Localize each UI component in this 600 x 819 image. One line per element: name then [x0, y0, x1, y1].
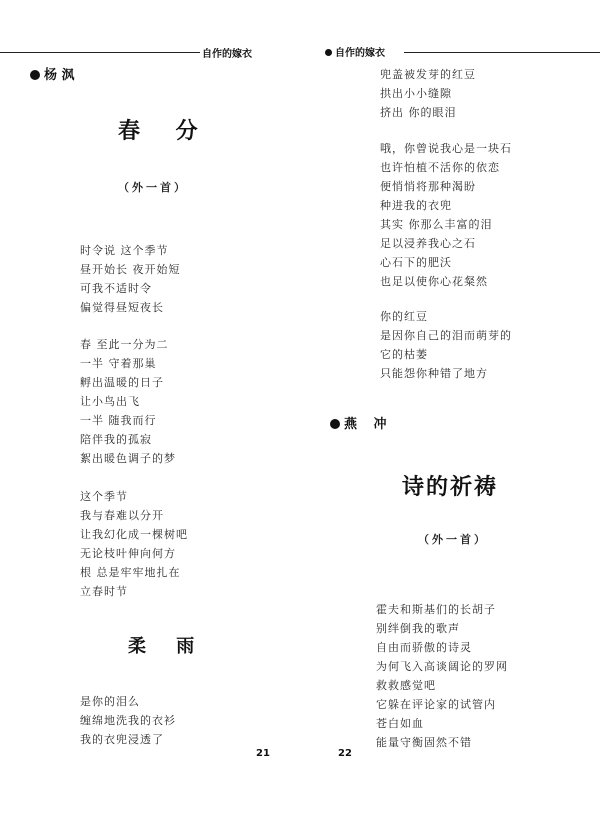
poem-line: 时令说 这个季节 [80, 244, 169, 257]
poem-line: 是因你自己的泪而萌芽的 [380, 329, 512, 342]
header-title-right-text: 自作的嫁衣 [335, 48, 385, 59]
poem-line: 可我不适时令 [80, 282, 152, 295]
left-poem-subtitle: （外一首） [118, 181, 188, 194]
poem-line: 兜盖被发芽的红豆 [380, 68, 476, 81]
poem-line: 这个季节 [80, 490, 128, 503]
poem-line: 心石下的肥沃 [380, 256, 452, 269]
poem-line: 偏觉得昼短夜长 [80, 301, 164, 314]
poem-line: 自由而骄傲的诗灵 [376, 641, 472, 654]
poem-line: 哦，你曾说我心是一块石 [380, 142, 512, 155]
header-rule-right [404, 52, 600, 53]
poem-line: 让小鸟出飞 [80, 395, 140, 408]
poem-line: 昼开始长 夜开始短 [80, 263, 181, 276]
poem-line: 足以浸养我心之石 [380, 237, 476, 250]
left-second-poem-title: 柔 雨 [128, 636, 207, 657]
poem-line: 苍白如血 [376, 717, 424, 730]
poem-line: 你的红豆 [380, 310, 428, 323]
poem-line: 根 总是牢牢地扎在 [80, 566, 181, 579]
poem-line: 缠绵地洗我的衣衫 [80, 714, 176, 727]
poem-line: 也许怕植不活你的依恋 [380, 161, 500, 174]
page-number-left: 21 [256, 748, 270, 759]
poem-line: 陪伴我的孤寂 [80, 433, 152, 446]
poem-line: 也足以使你心花粲然 [380, 275, 488, 288]
poem-line: 拱出小小缝隙 [380, 87, 452, 100]
poem-line: 它的枯萎 [380, 348, 428, 361]
author-bullet-icon [30, 70, 40, 80]
right-author-name: 燕 冲 [344, 417, 393, 432]
poem-line: 其实 你那么丰富的泪 [380, 218, 493, 231]
poem-line: 为何飞入高谈阔论的罗网 [376, 660, 508, 673]
poem-line: 救救感觉吧 [376, 679, 436, 692]
poem-line: 便悄悄将那种渴盼 [380, 180, 476, 193]
left-poem-title: 春 分 [118, 118, 212, 144]
header-rule-left [0, 52, 200, 53]
right-poem-title: 诗的祈祷 [402, 474, 499, 500]
left-author-name: 杨 沨 [44, 68, 75, 83]
header-title-right [325, 44, 385, 59]
author-bullet-icon [330, 419, 340, 429]
left-author [30, 64, 75, 83]
poem-line: 一半 守着那巢 [80, 357, 157, 370]
poem-line: 是你的泪么 [80, 695, 140, 708]
right-poem-subtitle: （外一首） [418, 533, 488, 546]
header-title-left: 自作的嫁衣 [202, 49, 252, 60]
poem-line: 能量守衡固然不错 [376, 736, 472, 749]
poem-line: 挤出 你的眼泪 [380, 106, 457, 119]
poem-line: 春 至此一分为二 [80, 338, 169, 351]
right-author [330, 413, 393, 432]
poem-line: 只能怨你种错了地方 [380, 367, 488, 380]
poem-line: 别绊倒我的歌声 [376, 622, 460, 635]
poem-line: 立春时节 [80, 585, 128, 598]
poem-line: 它躲在评论家的试管内 [376, 698, 496, 711]
poem-line: 我与春难以分开 [80, 509, 164, 522]
poem-line: 霍夫和斯基们的长胡子 [376, 603, 496, 616]
poem-line: 无论枝叶伸向何方 [80, 547, 176, 560]
poem-line: 种进我的衣兜 [380, 199, 452, 212]
poem-line: 我的衣兜浸透了 [80, 733, 164, 746]
poem-line: 絮出暖色调子的梦 [80, 452, 176, 465]
header-bullet-icon [325, 49, 332, 56]
poem-line: 一半 随我而行 [80, 414, 157, 427]
poem-line: 孵出温暖的日子 [80, 376, 164, 389]
page-number-right: 22 [338, 748, 352, 759]
poem-line: 让我幻化成一棵树吧 [80, 528, 188, 541]
